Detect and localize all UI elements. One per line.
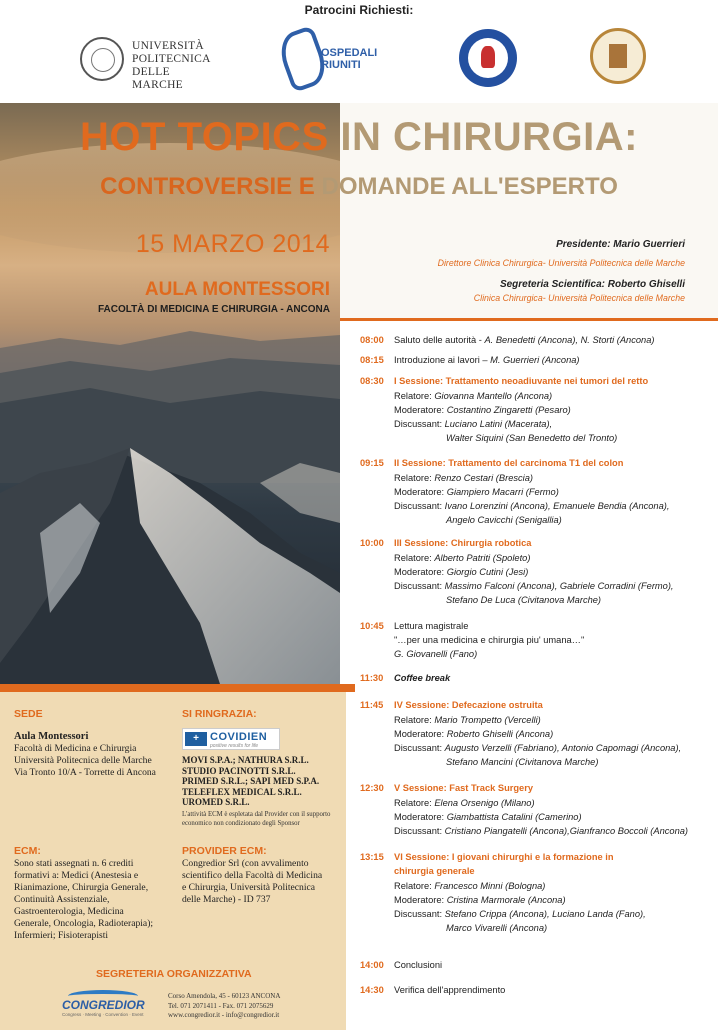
event-date: 15 MARZO 2014 [135, 230, 330, 258]
info-panel-rule [0, 684, 355, 692]
clinica-seal-icon [590, 28, 646, 84]
patrocini-heading: Patrocini Richiesti: [304, 3, 414, 17]
covidien-cross-icon: + [185, 732, 207, 746]
ospedali-riuniti-logo [283, 24, 393, 94]
divider [340, 318, 718, 321]
ospedali-logo-text: OSPEDALI RIUNITI [321, 47, 378, 71]
univpm-logo [80, 24, 220, 94]
sponsor-note: L'attività ECM è espletata dal Provider con il supporto economico non condizionato degli Sponsor [182, 811, 331, 827]
ecm-details: Sono stati assegnati n. 6 crediti formativi a: Medici (Anestesia e Rianimazione, Chirurgia Generale, Continuità Assistenziale, Gastroenterologia, Medicina Generale, Oncologia, Radioterapia); Infermieri; Fisioterapisti [14, 858, 154, 941]
provider-heading: PROVIDER ECM: [182, 845, 267, 857]
event-subtitle: CONTROVERSIE E DOMANDE ALL'ESPERTO [100, 173, 618, 200]
sede-address: Facoltà di Medicina e Chirurgia Università Politecnica delle Marche Via Tronto 10/A - Torrette di Ancona [14, 743, 156, 778]
segreteria-organizzativa-heading: SEGRETERIA ORGANIZZATIVA [96, 968, 252, 980]
contact-info: Corso Amendola, 45 - 60123 ANCONA Tel. 071 2071411 - Fax. 071 2075629 www.congredior.it - info@congredior.it [168, 992, 281, 1019]
presidente-block: Presidente: Mario Guerrieri Direttore Clinica Chirurgica- Università Politecnica delle Marche [437, 239, 685, 268]
univpm-logo-text: UNIVERSITÀ POLITECNICA DELLE MARCHE [132, 40, 211, 91]
univpm-seal-icon [80, 37, 124, 81]
society-logo [459, 24, 517, 94]
provider-details: Congredior Srl (con avvalimento scientifico della Facoltà di Medicina e Chirurgia, Università Politecnica delle Marche) - ID 737 [182, 858, 323, 905]
clinica-logo [590, 24, 646, 94]
event-title: HOT TOPICS IN CHIRURGIA: [80, 115, 638, 159]
sponsor-list: MOVI S.P.A.; NATHURA S.R.L. STUDIO PACINOTTI S.R.L. PRIMED S.R.L.; SAPI MED S.P.A. TELEFLEX MEDICAL S.R.L. UROMED S.R.L. [182, 755, 320, 807]
sede-heading: SEDE [14, 708, 43, 720]
covidien-logo: + COVIDIEN positive results for life [182, 728, 280, 750]
congredior-logo: CONGREDIOR Congress · Meeting · Convention · Event [58, 990, 148, 1020]
ecm-heading: ECM: [14, 845, 41, 857]
contact-web-email-link[interactable]: www.congredior.it - info@congredior.it [168, 1011, 280, 1019]
venue-faculty: FACOLTÀ DI MEDICINA E CHIRURGIA - ANCONA [97, 304, 330, 315]
venue-name: AULA MONTESSORI [144, 279, 330, 300]
sede-name: Aula Montessori [14, 731, 89, 742]
ringrazia-heading: SI RINGRAZIA: [182, 708, 257, 720]
society-seal-icon [459, 29, 517, 87]
segreteria-scientifica-block: Segreteria Scientifica: Roberto Ghiselli Clinica Chirurgica- Università Politecnica delle Marche [473, 279, 685, 303]
